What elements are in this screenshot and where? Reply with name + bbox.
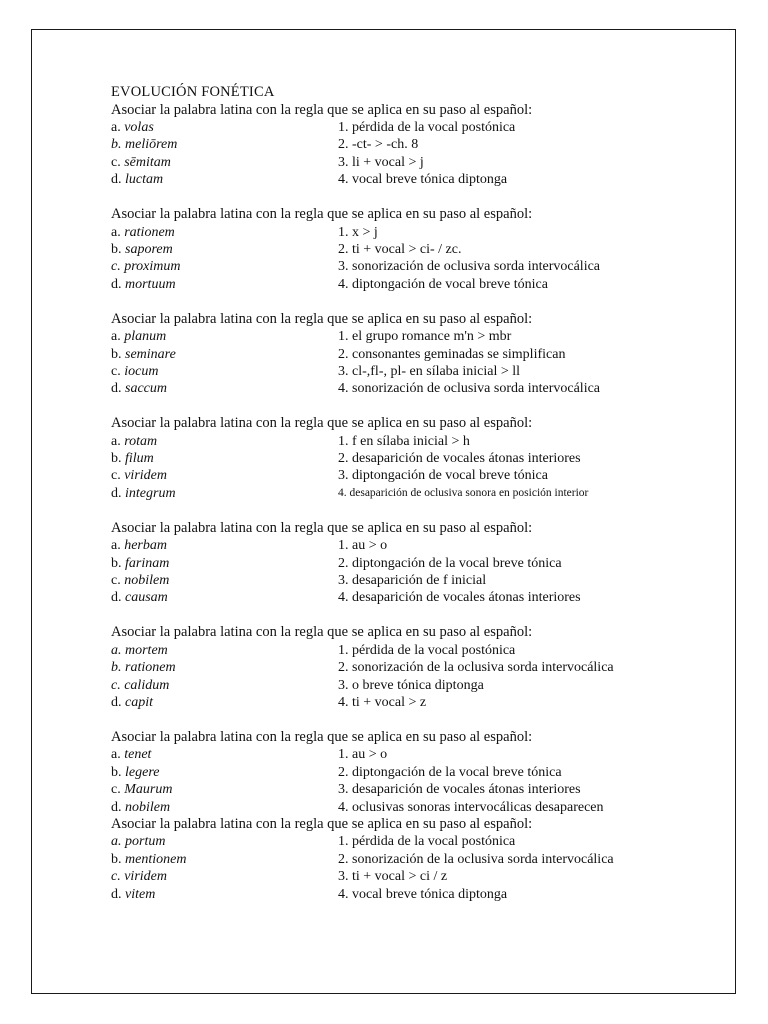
latin-word-item bbox=[111, 659, 176, 676]
latin-word-item bbox=[111, 694, 153, 711]
item-letter: b. bbox=[111, 241, 122, 257]
latin-word: rotam bbox=[124, 433, 158, 449]
latin-word-item bbox=[111, 241, 173, 258]
phonetic-rule: 1. pérdida de la vocal postónica bbox=[338, 642, 516, 658]
phonetic-rule: 2. ti + vocal > ci- / zc. bbox=[338, 241, 462, 257]
item-letter: a. bbox=[111, 538, 121, 554]
phonetic-rule: 1. pérdida de la vocal postónica bbox=[338, 120, 516, 135]
exercise-row bbox=[111, 119, 671, 136]
phonetic-rule: 1. au > o bbox=[338, 538, 388, 554]
item-letter: c. bbox=[111, 363, 121, 379]
latin-word: capit bbox=[125, 694, 153, 710]
exercise-row bbox=[111, 450, 671, 467]
latin-word-item bbox=[111, 467, 167, 484]
exercise-block bbox=[111, 520, 671, 607]
latin-word: herbam bbox=[124, 538, 167, 554]
phonetic-rule: 2. desaparición de vocales átonas interiores bbox=[338, 451, 581, 467]
latin-word: iocum bbox=[124, 363, 159, 379]
document-title: EVOLUCIÓN FONÉTICA bbox=[111, 84, 275, 100]
exercise-row bbox=[111, 346, 671, 363]
item-letter: b. bbox=[111, 137, 122, 153]
latin-word: nobilem bbox=[124, 573, 170, 589]
block-spacer bbox=[111, 711, 671, 729]
exercise-row bbox=[111, 659, 671, 676]
latin-word-item bbox=[111, 799, 170, 816]
latin-word: farinam bbox=[125, 555, 170, 571]
phonetic-rule: 1. f en sílaba inicial > h bbox=[338, 433, 470, 449]
latin-word: seminare bbox=[125, 346, 176, 362]
block-spacer bbox=[111, 398, 671, 416]
item-letter: d. bbox=[111, 485, 122, 501]
item-letter: c. bbox=[111, 573, 121, 589]
exercise-row bbox=[111, 886, 671, 903]
phonetic-rule: 4. vocal breve tónica diptonga bbox=[338, 172, 508, 188]
exercise-instruction: Asociar la palabra latina con la regla que se aplica en su paso al español: bbox=[111, 310, 533, 327]
phonetic-rule: 2. sonorización de la oclusiva sorda intervocálica bbox=[338, 660, 614, 676]
exercise-row bbox=[111, 363, 671, 380]
latin-word-item bbox=[111, 433, 157, 450]
latin-word-item bbox=[111, 258, 180, 275]
exercise-row bbox=[111, 224, 671, 241]
latin-word: volas bbox=[124, 120, 154, 135]
latin-word: calidum bbox=[124, 677, 170, 693]
item-letter: a. bbox=[111, 329, 121, 345]
latin-word: legere bbox=[125, 764, 160, 780]
item-letter: c. bbox=[111, 869, 121, 885]
exercise-instruction: Asociar la palabra latina con la regla que se aplica en su paso al español: bbox=[111, 206, 533, 223]
document-body bbox=[111, 84, 671, 903]
exercise-instruction: Asociar la palabra latina con la regla que se aplica en su paso al español: bbox=[111, 519, 533, 536]
phonetic-rule: 4. oclusivas sonoras intervocálicas desaparecen bbox=[338, 799, 604, 815]
latin-word: viridem bbox=[124, 869, 167, 885]
exercise-block bbox=[111, 102, 671, 189]
exercise-row bbox=[111, 833, 671, 850]
exercise-row bbox=[111, 555, 671, 572]
block-spacer bbox=[111, 502, 671, 520]
latin-word: planum bbox=[124, 329, 167, 345]
latin-word: tenet bbox=[124, 747, 152, 763]
latin-word-item bbox=[111, 380, 167, 397]
phonetic-rule: 4. ti + vocal > z bbox=[338, 694, 427, 710]
item-letter: b. bbox=[111, 764, 122, 780]
exercise-row bbox=[111, 851, 671, 868]
latin-word: portum bbox=[125, 834, 166, 850]
phonetic-rule: 4. diptongación de vocal breve tónica bbox=[338, 276, 548, 292]
latin-word: mentionem bbox=[125, 851, 187, 867]
item-letter: a. bbox=[111, 642, 122, 658]
item-letter: d. bbox=[111, 590, 122, 606]
phonetic-rule: 2. diptongación de la vocal breve tónica bbox=[338, 764, 562, 780]
exercise-block bbox=[111, 311, 671, 398]
phonetic-rule: 2. diptongación de la vocal breve tónica bbox=[338, 555, 562, 571]
latin-word-item bbox=[111, 851, 186, 868]
latin-word: filum bbox=[125, 451, 154, 467]
latin-word-item bbox=[111, 868, 167, 885]
latin-word-item bbox=[111, 746, 151, 763]
exercise-row bbox=[111, 154, 671, 171]
item-letter: b. bbox=[111, 346, 122, 362]
latin-word: nobilem bbox=[125, 799, 171, 815]
latin-word: meliōrem bbox=[125, 137, 178, 153]
latin-word-item bbox=[111, 346, 176, 363]
item-letter: b. bbox=[111, 555, 122, 571]
latin-word-item bbox=[111, 328, 166, 345]
phonetic-rule: 2. consonantes geminadas se simplifican bbox=[338, 346, 566, 362]
phonetic-rule: 3. desaparición de f inicial bbox=[338, 573, 487, 589]
item-letter: a. bbox=[111, 834, 122, 850]
exercise-block bbox=[111, 624, 671, 711]
latin-word-item bbox=[111, 886, 155, 903]
exercise-row bbox=[111, 746, 671, 763]
exercise-row bbox=[111, 171, 671, 188]
exercise-row bbox=[111, 781, 671, 798]
latin-word: saporem bbox=[125, 241, 173, 257]
latin-word-item bbox=[111, 224, 175, 241]
item-letter: c. bbox=[111, 677, 121, 693]
exercise-row bbox=[111, 642, 671, 659]
latin-word-item bbox=[111, 276, 176, 293]
latin-word: saccum bbox=[125, 381, 167, 397]
block-spacer bbox=[111, 189, 671, 207]
latin-word: luctam bbox=[125, 172, 164, 188]
exercise-row bbox=[111, 276, 671, 293]
exercise-row bbox=[111, 328, 671, 345]
item-letter: c. bbox=[111, 259, 121, 275]
exercise-row bbox=[111, 258, 671, 275]
latin-word-item bbox=[111, 642, 168, 659]
latin-word-item bbox=[111, 136, 177, 153]
exercise-instruction: Asociar la palabra latina con la regla que se aplica en su paso al español: bbox=[111, 728, 533, 745]
latin-word: rationem bbox=[125, 660, 176, 676]
latin-word: integrum bbox=[125, 485, 176, 501]
latin-word-item bbox=[111, 555, 169, 572]
latin-word-item bbox=[111, 154, 171, 171]
item-letter: c. bbox=[111, 154, 121, 170]
latin-word-item bbox=[111, 589, 168, 606]
latin-word-item bbox=[111, 450, 154, 467]
exercise-row bbox=[111, 694, 671, 711]
item-letter: a. bbox=[111, 224, 121, 240]
phonetic-rule: 3. sonorización de oclusiva sorda intervocálica bbox=[338, 259, 601, 275]
item-letter: a. bbox=[111, 747, 121, 763]
exercise-instruction: Asociar la palabra latina con la regla que se aplica en su paso al español: bbox=[111, 815, 533, 832]
exercise-row bbox=[111, 241, 671, 258]
exercise-row bbox=[111, 136, 671, 153]
phonetic-rule: 4. sonorización de oclusiva sorda intervocálica bbox=[338, 381, 601, 397]
exercise-row bbox=[111, 799, 671, 816]
latin-word-item bbox=[111, 572, 169, 589]
exercise-list bbox=[111, 102, 671, 904]
exercise-row bbox=[111, 433, 671, 450]
exercise-row bbox=[111, 868, 671, 885]
item-letter: d. bbox=[111, 381, 122, 397]
exercise-block bbox=[111, 729, 671, 816]
latin-word-item bbox=[111, 537, 167, 554]
item-letter: b. bbox=[111, 851, 122, 867]
latin-word-item bbox=[111, 363, 158, 380]
phonetic-rule: 2. -ct- > -ch. 8 bbox=[338, 137, 419, 153]
latin-word: causam bbox=[125, 590, 168, 606]
phonetic-rule: 4. desaparición de vocales átonas interiores bbox=[338, 590, 581, 606]
phonetic-rule: 3. desaparición de vocales átonas interiores bbox=[338, 782, 581, 798]
exercise-block bbox=[111, 415, 671, 502]
exercise-row bbox=[111, 764, 671, 781]
phonetic-rule: 4. vocal breve tónica diptonga bbox=[338, 886, 508, 902]
exercise-row bbox=[111, 572, 671, 589]
exercise-instruction: Asociar la palabra latina con la regla que se aplica en su paso al español: bbox=[111, 415, 533, 432]
latin-word: mortem bbox=[125, 642, 168, 658]
latin-word-item bbox=[111, 833, 165, 850]
item-letter: d. bbox=[111, 799, 122, 815]
latin-word: vitem bbox=[125, 886, 156, 902]
phonetic-rule: 1. pérdida de la vocal postónica bbox=[338, 834, 516, 850]
exercise-row bbox=[111, 485, 671, 502]
item-letter: d. bbox=[111, 886, 122, 902]
phonetic-rule: 1. au > o bbox=[338, 747, 388, 763]
exercise-block bbox=[111, 816, 671, 903]
latin-word: viridem bbox=[124, 468, 167, 484]
phonetic-rule: 2. sonorización de la oclusiva sorda intervocálica bbox=[338, 851, 614, 867]
phonetic-rule: 1. el grupo romance m'n > mbr bbox=[338, 329, 512, 345]
exercise-row bbox=[111, 467, 671, 484]
item-letter: a. bbox=[111, 433, 121, 449]
exercise-block bbox=[111, 206, 671, 293]
item-letter: b. bbox=[111, 660, 122, 676]
phonetic-rule: 1. x > j bbox=[338, 224, 378, 240]
block-spacer bbox=[111, 293, 671, 311]
latin-word: rationem bbox=[124, 224, 175, 240]
phonetic-rule: 3. li + vocal > j bbox=[338, 154, 424, 170]
phonetic-rule: 3. o breve tónica diptonga bbox=[338, 677, 484, 693]
exercise-instruction: Asociar la palabra latina con la regla que se aplica en su paso al español: bbox=[111, 101, 533, 118]
exercise-row bbox=[111, 537, 671, 554]
latin-word: mortuum bbox=[125, 276, 176, 292]
item-letter: d. bbox=[111, 172, 122, 188]
item-letter: c. bbox=[111, 468, 121, 484]
exercise-row bbox=[111, 380, 671, 397]
phonetic-rule: 3. cl-,fl-, pl- en sílaba inicial > ll bbox=[338, 363, 521, 379]
item-letter: d. bbox=[111, 694, 122, 710]
item-letter: b. bbox=[111, 451, 122, 467]
item-letter: d. bbox=[111, 276, 122, 292]
latin-word: Maurum bbox=[124, 782, 173, 798]
exercise-instruction: Asociar la palabra latina con la regla que se aplica en su paso al español: bbox=[111, 624, 533, 641]
latin-word-item bbox=[111, 171, 163, 188]
latin-word-item bbox=[111, 119, 154, 136]
latin-word: sēmitam bbox=[124, 154, 171, 170]
item-letter: a. bbox=[111, 120, 121, 135]
latin-word-item bbox=[111, 764, 159, 781]
latin-word-item bbox=[111, 485, 176, 502]
latin-word-item bbox=[111, 677, 169, 694]
latin-word-item bbox=[111, 781, 172, 798]
phonetic-rule: 3. ti + vocal > ci / z bbox=[338, 869, 448, 885]
phonetic-rule: 4. desaparición de oclusiva sonora en posición interior bbox=[338, 486, 589, 499]
phonetic-rule: 3. diptongación de vocal breve tónica bbox=[338, 468, 548, 484]
item-letter: c. bbox=[111, 782, 121, 798]
latin-word: proximum bbox=[124, 259, 181, 275]
exercise-row bbox=[111, 589, 671, 606]
block-spacer bbox=[111, 607, 671, 625]
exercise-row bbox=[111, 677, 671, 694]
